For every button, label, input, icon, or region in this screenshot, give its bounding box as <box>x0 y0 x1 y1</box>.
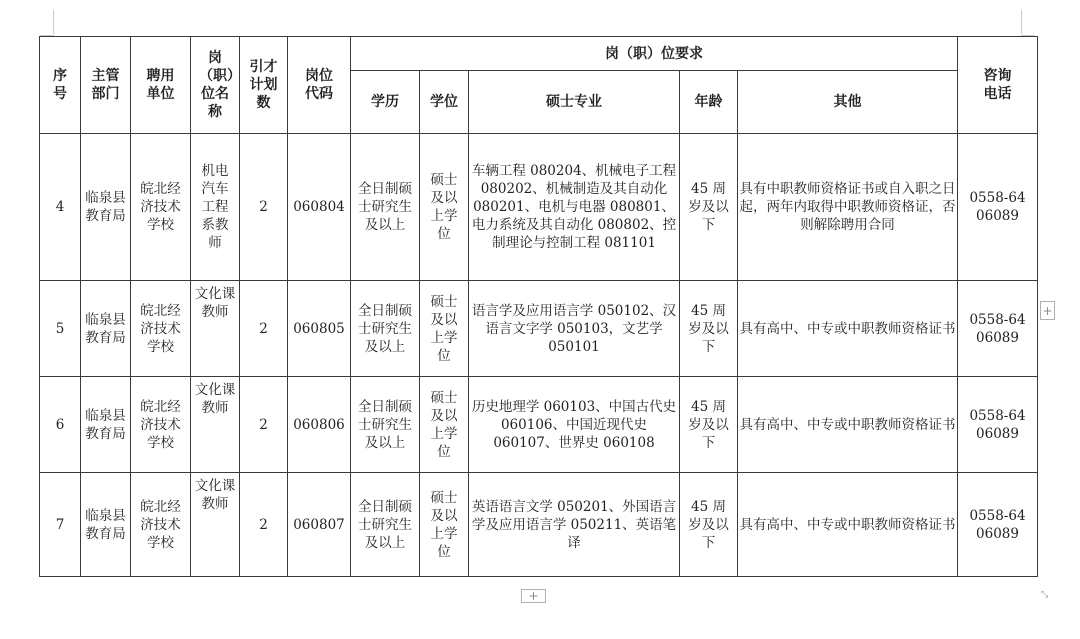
cell-plan[interactable]: 2 <box>240 134 288 281</box>
cell-other[interactable]: 具有高中、中专或中职教师资格证书 <box>738 281 958 377</box>
cell-degree[interactable]: 硕士及以上学位 <box>420 377 469 473</box>
cell-degree[interactable]: 硕士及以上学位 <box>420 473 469 577</box>
cell-education[interactable]: 全日制硕士研究生及以上 <box>351 473 420 577</box>
cell-other[interactable]: 具有中职教师资格证书或自入职之日起，两年内取得中职教师资格证，否则解除聘用合同 <box>738 134 958 281</box>
header-post-name[interactable]: 岗（职）位名称 <box>191 37 240 134</box>
cell-employer[interactable]: 皖北经济技术学校 <box>131 377 191 473</box>
header-major[interactable]: 硕士专业 <box>469 71 680 134</box>
cell-major[interactable]: 车辆工程 080204、机械电子工程 080202、机械制造及其自动化 080201、电机与电器 080801、电力系统及其自动化 080802、控制理论与控制工程 081101 <box>469 134 680 281</box>
cell-post-name[interactable]: 机电汽车工程系教师 <box>191 134 240 281</box>
cell-seq[interactable]: 7 <box>40 473 81 577</box>
table-row <box>40 473 1038 577</box>
cell-dept[interactable]: 临泉县教育局 <box>81 377 131 473</box>
header-age[interactable]: 年龄 <box>680 71 738 134</box>
table-row <box>40 281 1038 377</box>
cell-employer[interactable]: 皖北经济技术学校 <box>131 134 191 281</box>
cell-post-name[interactable]: 文化课教师 <box>191 281 240 377</box>
cell-phone[interactable]: 0558-6406089 <box>958 134 1038 281</box>
cell-post-name[interactable]: 文化课教师 <box>191 377 240 473</box>
header-dept[interactable]: 主管部门 <box>81 37 131 134</box>
add-column-button[interactable]: + <box>1040 301 1055 320</box>
cell-age[interactable]: 45 周岁及以下 <box>680 134 738 281</box>
cell-seq[interactable]: 5 <box>40 281 81 377</box>
cell-plan[interactable]: 2 <box>240 473 288 577</box>
page-corner-mark <box>1021 10 1022 34</box>
cell-other[interactable]: 具有高中、中专或中职教师资格证书 <box>738 473 958 577</box>
cell-dept[interactable]: 临泉县教育局 <box>81 281 131 377</box>
cell-degree[interactable]: 硕士及以上学位 <box>420 134 469 281</box>
cell-age[interactable]: 45 周岁及以下 <box>680 377 738 473</box>
cell-phone[interactable]: 0558-6406089 <box>958 281 1038 377</box>
cell-major[interactable]: 语言学及应用语言学 050102、汉语言文字学 050103，文艺学 050101 <box>469 281 680 377</box>
cell-other[interactable]: 具有高中、中专或中职教师资格证书 <box>738 377 958 473</box>
cell-phone[interactable]: 0558-6406089 <box>958 377 1038 473</box>
cell-post-code[interactable]: 060805 <box>288 281 351 377</box>
cell-education[interactable]: 全日制硕士研究生及以上 <box>351 281 420 377</box>
cell-post-name[interactable]: 文化课教师 <box>191 473 240 577</box>
cell-age[interactable]: 45 周岁及以下 <box>680 281 738 377</box>
header-other[interactable]: 其他 <box>738 71 958 134</box>
header-plan[interactable]: 引才计划数 <box>240 37 288 134</box>
resize-handle-icon[interactable]: ⤡ <box>1041 590 1049 600</box>
cell-major[interactable]: 历史地理学 060103、中国古代史 060106、中国近现代史 060107、世界史 060108 <box>469 377 680 473</box>
header-education[interactable]: 学历 <box>351 71 420 134</box>
cell-education[interactable]: 全日制硕士研究生及以上 <box>351 377 420 473</box>
cell-post-code[interactable]: 060806 <box>288 377 351 473</box>
table-row <box>40 134 1038 281</box>
page-corner-mark <box>53 10 54 34</box>
cell-age[interactable]: 45 周岁及以下 <box>680 473 738 577</box>
cell-post-code[interactable]: 060804 <box>288 134 351 281</box>
cell-dept[interactable]: 临泉县教育局 <box>81 473 131 577</box>
cell-major[interactable]: 英语语言文学 050201、外国语言学及应用语言学 050211、英语笔译 <box>469 473 680 577</box>
header-seq[interactable]: 序号 <box>40 37 81 134</box>
cell-plan[interactable]: 2 <box>240 377 288 473</box>
cell-employer[interactable]: 皖北经济技术学校 <box>131 473 191 577</box>
cell-degree[interactable]: 硕士及以上学位 <box>420 281 469 377</box>
table-row <box>40 377 1038 473</box>
cell-plan[interactable]: 2 <box>240 281 288 377</box>
cell-phone[interactable]: 0558-6406089 <box>958 473 1038 577</box>
cell-seq[interactable]: 6 <box>40 377 81 473</box>
cell-post-code[interactable]: 060807 <box>288 473 351 577</box>
header-employer[interactable]: 聘用单位 <box>131 37 191 134</box>
cell-dept[interactable]: 临泉县教育局 <box>81 134 131 281</box>
header-degree[interactable]: 学位 <box>420 71 469 134</box>
cell-employer[interactable]: 皖北经济技术学校 <box>131 281 191 377</box>
cell-education[interactable]: 全日制硕士研究生及以上 <box>351 134 420 281</box>
header-phone[interactable]: 咨询电话 <box>958 37 1038 134</box>
header-post-code[interactable]: 岗位代码 <box>288 37 351 134</box>
add-row-button[interactable]: + <box>521 589 546 603</box>
recruitment-table <box>39 36 1038 577</box>
cell-seq[interactable]: 4 <box>40 134 81 281</box>
header-requirements[interactable]: 岗（职）位要求 <box>351 37 958 71</box>
